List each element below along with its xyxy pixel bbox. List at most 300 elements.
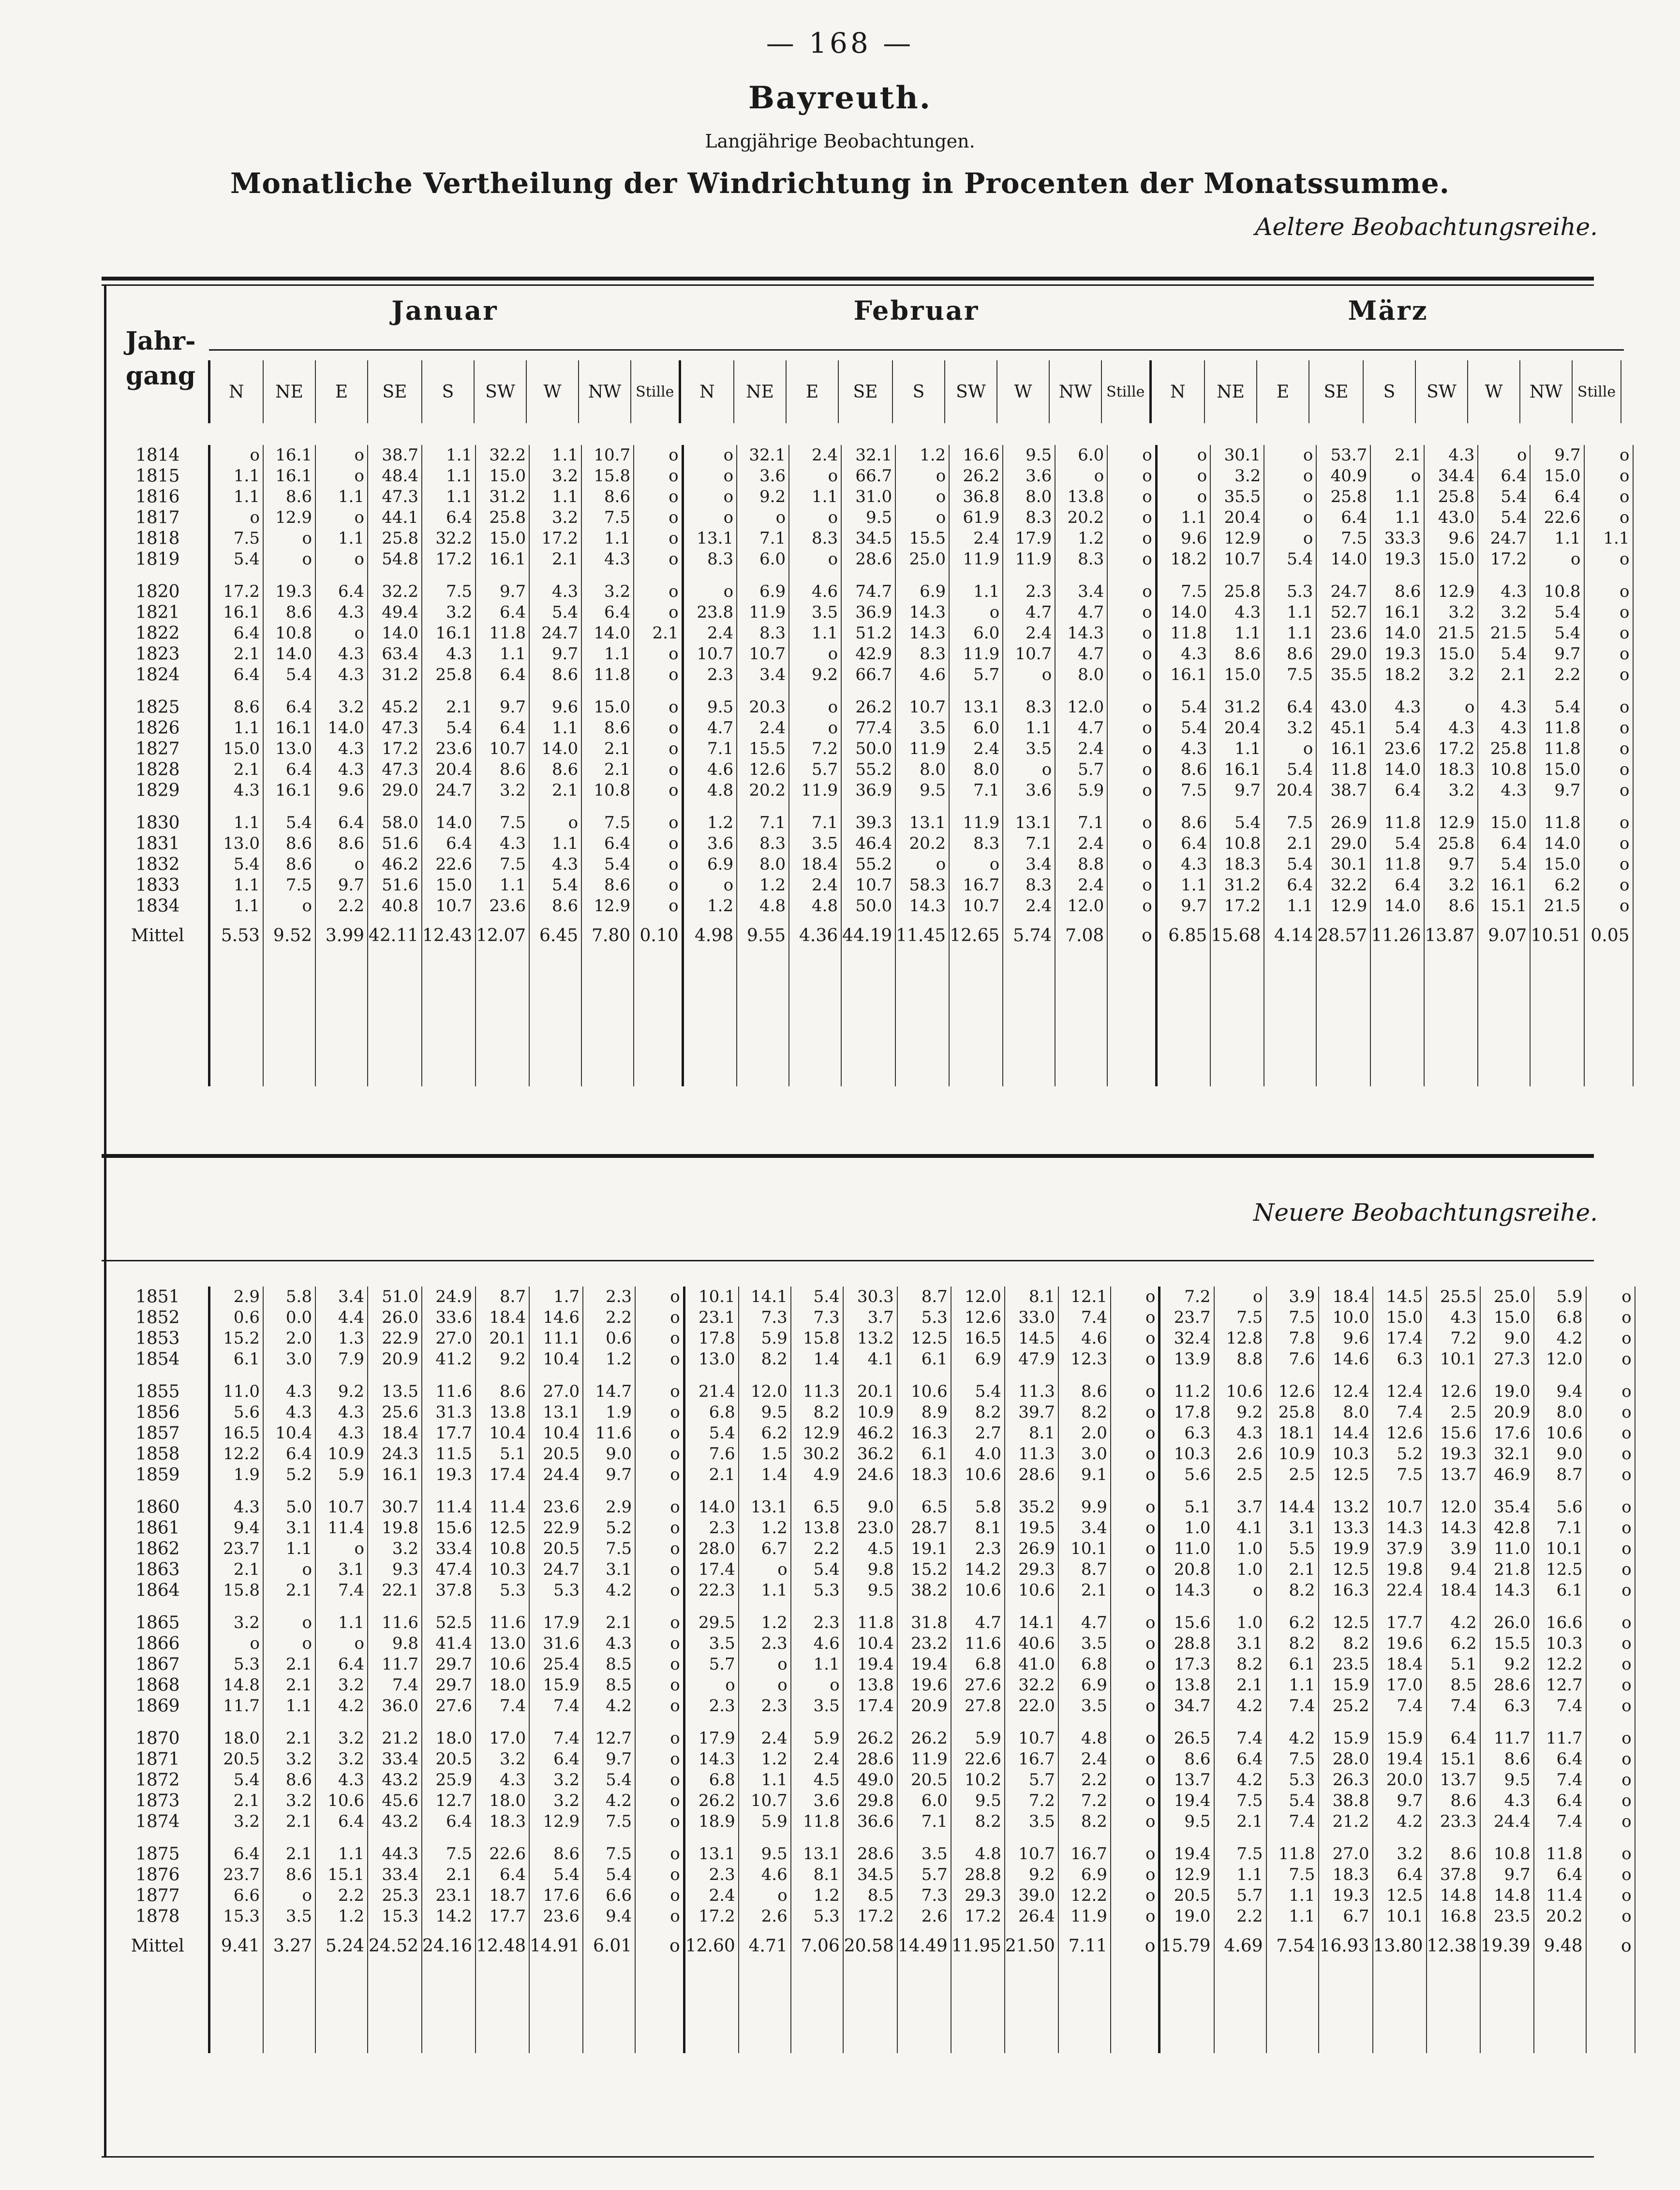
table-row <box>107 854 1633 875</box>
value-cell-mar-ne: 1.1 <box>1214 1864 1266 1885</box>
value-cell-jan-w: 24.4 <box>529 1465 583 1485</box>
value-cell-jan-se: 13.5 <box>368 1370 422 1402</box>
value-cell-feb-nw: 7.11 <box>1058 1927 1111 1956</box>
value-cell-jan-se: 38.7 <box>368 445 422 466</box>
value-cell-jan-e: 6.4 <box>315 1811 368 1832</box>
value-cell-jan-s: 12.7 <box>422 1790 476 1811</box>
value-cell-jan-ne: 16.1 <box>263 718 315 739</box>
value-cell-feb-w: 5.7 <box>1005 1770 1058 1790</box>
value-cell-mar-sw: 19.3 <box>1427 1444 1480 1465</box>
table-row <box>107 1287 1635 1307</box>
value-cell-jan-stille: o <box>634 602 683 623</box>
value-cell-jan-n: o <box>209 507 263 528</box>
value-cell-feb-n: 10.7 <box>683 644 737 665</box>
value-cell-feb-se: 17.2 <box>843 1906 897 1927</box>
value-cell-jan-sw: 17.4 <box>476 1465 529 1485</box>
value-cell-feb-stille: o <box>1111 1349 1160 1370</box>
value-cell-mar-s: 37.9 <box>1373 1539 1427 1559</box>
value-cell-feb-s: 4.6 <box>895 665 949 685</box>
value-cell-feb-stille: o <box>1107 528 1156 549</box>
value-cell-feb-ne: 2.3 <box>739 1633 791 1654</box>
value-cell-mar-se: 28.0 <box>1319 1749 1373 1770</box>
value-cell-feb-s: 5.7 <box>897 1864 951 1885</box>
value-cell-mar-nw: 7.4 <box>1534 1811 1586 1832</box>
value-cell-jan-se: 26.0 <box>368 1307 422 1328</box>
value-cell-jan-e: 1.2 <box>315 1906 368 1927</box>
value-cell-mar-se: 26.9 <box>1316 801 1370 833</box>
value-cell-feb-e: o <box>789 685 841 718</box>
year-cell: 1820 <box>107 570 209 602</box>
value-cell-feb-ne: 7.1 <box>737 528 789 549</box>
value-cell-mar-n: o <box>1156 487 1210 507</box>
value-cell-mar-s: 8.6 <box>1370 570 1424 602</box>
value-cell-feb-n: 2.3 <box>684 1696 739 1716</box>
value-cell-feb-sw: 27.6 <box>951 1675 1005 1696</box>
value-cell-mar-stille: o <box>1584 487 1633 507</box>
value-cell-jan-se: 14.0 <box>368 623 422 644</box>
value-cell-feb-sw: 61.9 <box>949 507 1003 528</box>
value-cell-mar-s: 15.9 <box>1373 1716 1427 1749</box>
value-cell-feb-sw: 11.9 <box>949 644 1003 665</box>
value-cell-feb-w: 8.1 <box>1005 1423 1058 1444</box>
value-cell-jan-nw: 4.2 <box>583 1580 635 1601</box>
value-cell-feb-sw: 14.2 <box>951 1559 1005 1580</box>
value-cell-jan-sw: 25.8 <box>476 507 529 528</box>
value-cell-feb-n: o <box>683 466 737 487</box>
value-cell-mar-w: 14.3 <box>1480 1580 1534 1601</box>
value-cell-feb-w: 17.9 <box>1003 528 1055 549</box>
value-cell-mar-e: o <box>1264 445 1316 466</box>
value-cell-feb-e: 11.9 <box>789 780 841 801</box>
direction-header-januar-s: S <box>422 360 474 423</box>
value-cell-feb-s: 6.9 <box>895 570 949 602</box>
value-cell-feb-n: 5.7 <box>684 1654 739 1675</box>
value-cell-feb-nw: 4.7 <box>1055 718 1107 739</box>
value-cell-jan-ne: 8.6 <box>263 602 315 623</box>
value-cell-feb-ne: 1.2 <box>739 1749 791 1770</box>
value-cell-jan-w: 7.4 <box>529 1696 583 1716</box>
value-cell-feb-w: 8.1 <box>1005 1287 1058 1307</box>
value-cell-jan-nw: 1.9 <box>583 1402 635 1423</box>
value-cell-jan-stille: o <box>634 780 683 801</box>
value-cell-mar-nw: 11.4 <box>1534 1885 1586 1906</box>
value-cell-jan-se: 54.8 <box>368 549 422 570</box>
value-cell-feb-e: o <box>789 644 841 665</box>
value-cell-mar-e: 5.3 <box>1264 570 1316 602</box>
value-cell-jan-ne: o <box>263 1885 315 1906</box>
value-cell-mar-se: 10.3 <box>1319 1444 1373 1465</box>
value-cell-feb-sw: 6.8 <box>951 1654 1005 1675</box>
value-cell-mar-s: 22.4 <box>1373 1580 1427 1601</box>
value-cell-feb-w: 16.7 <box>1005 1749 1058 1770</box>
value-cell-mar-n: 11.2 <box>1160 1370 1214 1402</box>
direction-header-maerz-e: E <box>1257 360 1309 423</box>
value-cell-mar-w: 5.4 <box>1478 507 1530 528</box>
value-cell-feb-ne: 9.5 <box>739 1402 791 1423</box>
value-cell-mar-ne: 15.68 <box>1210 917 1264 946</box>
value-cell-jan-sw: 15.0 <box>476 466 529 487</box>
value-cell-feb-nw: 6.9 <box>1058 1864 1111 1885</box>
value-cell-jan-stille: o <box>635 1906 684 1927</box>
value-cell-feb-e: 11.3 <box>791 1370 843 1402</box>
year-cell: 1853 <box>107 1328 209 1349</box>
value-cell-jan-nw: 11.8 <box>581 665 634 685</box>
value-cell-feb-e: 3.5 <box>791 1696 843 1716</box>
value-cell-feb-stille: o <box>1107 665 1156 685</box>
value-cell-feb-w: 10.7 <box>1003 644 1055 665</box>
direction-header-februar-ne: NE <box>734 360 786 423</box>
value-cell-feb-ne: 7.3 <box>739 1307 791 1328</box>
value-cell-mar-nw: 5.6 <box>1534 1485 1586 1518</box>
direction-header-februar-e: E <box>786 360 838 423</box>
value-cell-jan-sw: 10.4 <box>476 1423 529 1444</box>
value-cell-mar-stille: o <box>1586 1832 1635 1864</box>
value-cell-feb-stille: o <box>1107 780 1156 801</box>
value-cell-feb-ne: 15.5 <box>737 739 789 759</box>
year-cell: 1875 <box>107 1832 209 1864</box>
value-cell-feb-sw: 8.3 <box>949 833 1003 854</box>
value-cell-mar-stille: o <box>1584 623 1633 644</box>
value-cell-mar-n: 8.6 <box>1156 759 1210 780</box>
table-row <box>107 623 1633 644</box>
value-cell-feb-se: 13.8 <box>843 1675 897 1696</box>
value-cell-jan-sw: 18.4 <box>476 1307 529 1328</box>
value-cell-mar-ne: 8.8 <box>1214 1349 1266 1370</box>
value-cell-mar-n: 7.2 <box>1160 1287 1214 1307</box>
value-cell-mar-n: 5.4 <box>1156 685 1210 718</box>
value-cell-feb-n: o <box>683 875 737 896</box>
value-cell-feb-w: 19.5 <box>1005 1518 1058 1539</box>
value-cell-mar-se: 35.5 <box>1316 665 1370 685</box>
value-cell-jan-n: 1.9 <box>209 1465 263 1485</box>
value-cell-feb-nw: 2.2 <box>1058 1770 1111 1790</box>
value-cell-feb-s: 6.1 <box>897 1349 951 1370</box>
value-cell-mar-w: 25.8 <box>1478 739 1530 759</box>
value-cell-mar-w: 4.3 <box>1478 780 1530 801</box>
value-cell-mar-ne: 6.4 <box>1214 1749 1266 1770</box>
value-cell-mar-n: 15.6 <box>1160 1601 1214 1633</box>
value-cell-jan-stille: o <box>635 1465 684 1485</box>
value-cell-feb-stille: o <box>1107 445 1156 466</box>
value-cell-jan-stille: o <box>635 1749 684 1770</box>
value-cell-feb-stille: o <box>1107 739 1156 759</box>
value-cell-jan-nw: 1.2 <box>583 1349 635 1370</box>
value-cell-feb-w: 5.74 <box>1003 917 1055 946</box>
direction-header-januar-nw: NW <box>579 360 631 423</box>
filler-row <box>107 946 1633 1086</box>
value-cell-jan-e: 5.24 <box>315 1927 368 1956</box>
value-cell-mar-s: 5.2 <box>1373 1444 1427 1465</box>
value-cell-jan-stille: o <box>635 1539 684 1559</box>
value-cell-mar-nw: 4.2 <box>1534 1328 1586 1349</box>
year-cell: 1822 <box>107 623 209 644</box>
value-cell-feb-stille: o <box>1111 1601 1160 1633</box>
value-cell-jan-ne: 2.1 <box>263 1811 315 1832</box>
year-cell: 1830 <box>107 801 209 833</box>
value-cell-feb-nw: 12.3 <box>1058 1349 1111 1370</box>
value-cell-mar-w: 4.3 <box>1478 570 1530 602</box>
table-row <box>107 1518 1635 1539</box>
value-cell-mar-e: 7.8 <box>1266 1328 1319 1349</box>
value-cell-mar-nw: 8.0 <box>1534 1402 1586 1423</box>
value-cell-jan-w: 2.1 <box>529 780 581 801</box>
value-cell-mar-nw: 12.0 <box>1534 1349 1586 1370</box>
value-cell-mar-n: 6.4 <box>1156 833 1210 854</box>
table-row <box>107 1559 1635 1580</box>
value-cell-mar-stille: o <box>1584 718 1633 739</box>
value-cell-jan-nw: 5.4 <box>581 854 634 875</box>
value-cell-mar-w: 20.9 <box>1480 1402 1534 1423</box>
value-cell-jan-e: 3.2 <box>315 1675 368 1696</box>
value-cell-feb-n: 22.3 <box>684 1580 739 1601</box>
value-cell-mar-sw: 13.87 <box>1424 917 1478 946</box>
table-row <box>107 1349 1635 1370</box>
value-cell-jan-ne: 14.0 <box>263 644 315 665</box>
value-cell-feb-stille: o <box>1111 1485 1160 1518</box>
value-cell-feb-w: 7.1 <box>1003 833 1055 854</box>
value-cell-jan-ne: o <box>263 896 315 917</box>
value-cell-jan-sw: 22.6 <box>476 1832 529 1864</box>
value-cell-jan-ne: 2.1 <box>263 1580 315 1601</box>
value-cell-jan-w: 8.6 <box>529 1832 583 1864</box>
table-row <box>107 1770 1635 1790</box>
table-row <box>107 896 1633 917</box>
value-cell-mar-s: 15.0 <box>1373 1307 1427 1328</box>
value-cell-mar-ne: 4.2 <box>1214 1696 1266 1716</box>
value-cell-mar-se: 32.2 <box>1316 875 1370 896</box>
value-cell-feb-se: 44.19 <box>841 917 895 946</box>
value-cell-jan-sw: 5.3 <box>476 1580 529 1601</box>
value-cell-mar-s: 17.0 <box>1373 1675 1427 1696</box>
value-cell-feb-nw: 8.3 <box>1055 549 1107 570</box>
direction-header-januar-e: E <box>315 360 368 423</box>
value-cell-feb-stille: o <box>1107 917 1156 946</box>
value-cell-feb-nw: 9.1 <box>1058 1465 1111 1485</box>
table-row <box>107 1402 1635 1423</box>
value-cell-jan-se: 33.4 <box>368 1864 422 1885</box>
value-cell-feb-stille: o <box>1111 1518 1160 1539</box>
value-cell-mar-nw: 9.7 <box>1530 445 1584 466</box>
value-cell-jan-s: 14.2 <box>422 1906 476 1927</box>
value-cell-mar-e: 7.4 <box>1266 1811 1319 1832</box>
value-cell-feb-s: 6.0 <box>897 1790 951 1811</box>
value-cell-feb-s: 11.9 <box>895 739 949 759</box>
value-cell-mar-e: 4.14 <box>1264 917 1316 946</box>
value-cell-jan-nw: 10.8 <box>581 780 634 801</box>
value-cell-mar-stille: o <box>1586 1906 1635 1927</box>
value-cell-feb-sw: 6.0 <box>949 623 1003 644</box>
value-cell-feb-ne: 8.3 <box>737 833 789 854</box>
value-cell-feb-ne: 8.2 <box>739 1349 791 1370</box>
value-cell-jan-nw: 12.7 <box>583 1716 635 1749</box>
subtitle: Langjährige Beobachtungen. <box>705 131 975 152</box>
value-cell-mar-n: 8.6 <box>1156 801 1210 833</box>
value-cell-mar-w: 4.3 <box>1478 685 1530 718</box>
value-cell-mar-sw: o <box>1424 685 1478 718</box>
value-cell-mar-sw: 4.3 <box>1424 718 1478 739</box>
value-cell-mar-e: 3.1 <box>1266 1518 1319 1539</box>
filler-row <box>107 1956 1635 2053</box>
value-cell-jan-sw: 11.4 <box>476 1485 529 1518</box>
value-cell-jan-ne: 6.4 <box>263 685 315 718</box>
direction-header-maerz-sw: SW <box>1415 360 1468 423</box>
value-cell-jan-n: 5.4 <box>209 1770 263 1790</box>
value-cell-feb-e: o <box>789 507 841 528</box>
value-cell-mar-s: 13.80 <box>1373 1927 1427 1956</box>
value-cell-mar-e: 1.1 <box>1264 623 1316 644</box>
value-cell-feb-sw: 16.5 <box>951 1328 1005 1349</box>
value-cell-mar-stille: o <box>1586 1444 1635 1465</box>
value-cell-feb-se: 4.5 <box>843 1539 897 1559</box>
value-cell-feb-sw: 11.9 <box>949 549 1003 570</box>
new-series-table <box>107 1287 1635 2053</box>
value-cell-jan-ne: 3.2 <box>263 1749 315 1770</box>
value-cell-mar-n: 28.8 <box>1160 1633 1214 1654</box>
value-cell-feb-s: 23.2 <box>897 1633 951 1654</box>
value-cell-feb-ne: o <box>739 1885 791 1906</box>
value-cell-feb-se: 55.2 <box>841 759 895 780</box>
value-cell-mar-ne: 7.5 <box>1214 1307 1266 1328</box>
value-cell-mar-ne: 20.4 <box>1210 507 1264 528</box>
value-cell-feb-sw: 6.9 <box>951 1349 1005 1370</box>
value-cell-mar-e: 7.5 <box>1266 1307 1319 1328</box>
value-cell-mar-s: 10.1 <box>1373 1906 1427 1927</box>
value-cell-feb-ne: 1.4 <box>739 1465 791 1485</box>
value-cell-jan-e: o <box>315 507 368 528</box>
value-cell-jan-sw: 10.6 <box>476 1654 529 1675</box>
value-cell-jan-sw: 7.5 <box>476 854 529 875</box>
value-cell-feb-stille: o <box>1111 1675 1160 1696</box>
value-cell-mar-nw: 7.4 <box>1534 1696 1586 1716</box>
value-cell-jan-nw: 0.6 <box>583 1328 635 1349</box>
value-cell-jan-w: 5.4 <box>529 602 581 623</box>
value-cell-jan-w: 23.6 <box>529 1485 583 1518</box>
value-cell-jan-w: 15.9 <box>529 1675 583 1696</box>
value-cell-jan-e: 1.1 <box>315 487 368 507</box>
value-cell-mar-w: 24.4 <box>1480 1811 1534 1832</box>
value-cell-feb-e: 3.6 <box>791 1790 843 1811</box>
value-cell-mar-n: 20.8 <box>1160 1559 1214 1580</box>
city-title: Bayreuth. <box>748 80 932 116</box>
value-cell-mar-e: 5.5 <box>1266 1539 1319 1559</box>
value-cell-jan-s: 33.6 <box>422 1307 476 1328</box>
value-cell-mar-ne: 4.3 <box>1210 602 1264 623</box>
value-cell-jan-e: 4.3 <box>315 644 368 665</box>
value-cell-feb-nw: 12.1 <box>1058 1287 1111 1307</box>
value-cell-mar-w: 15.5 <box>1480 1633 1534 1654</box>
value-cell-mar-sw: 25.5 <box>1427 1287 1480 1307</box>
value-cell-mar-se: 12.5 <box>1319 1601 1373 1633</box>
value-cell-mar-s: 12.5 <box>1373 1885 1427 1906</box>
value-cell-feb-s: 15.2 <box>897 1559 951 1580</box>
value-cell-jan-w: 9.6 <box>529 685 581 718</box>
value-cell-mar-w: 28.6 <box>1480 1675 1534 1696</box>
value-cell-jan-s: 15.6 <box>422 1518 476 1539</box>
value-cell-feb-sw: 8.2 <box>951 1811 1005 1832</box>
value-cell-jan-w: 6.4 <box>529 1749 583 1770</box>
value-cell-jan-e: 9.7 <box>315 875 368 896</box>
value-cell-mar-e: 1.1 <box>1266 1885 1319 1906</box>
year-cell: 1824 <box>107 665 209 685</box>
value-cell-mar-n: 7.5 <box>1156 780 1210 801</box>
value-cell-feb-w: 41.0 <box>1005 1654 1058 1675</box>
value-cell-jan-nw: 1.1 <box>581 644 634 665</box>
value-cell-mar-stille: o <box>1586 1287 1635 1307</box>
value-cell-mar-n: 19.4 <box>1160 1790 1214 1811</box>
value-cell-feb-nw: 8.8 <box>1055 854 1107 875</box>
value-cell-feb-se: 55.2 <box>841 854 895 875</box>
value-cell-mar-se: 19.3 <box>1319 1885 1373 1906</box>
value-cell-mar-w: 24.7 <box>1478 528 1530 549</box>
value-cell-jan-e: 4.3 <box>315 1423 368 1444</box>
value-cell-mar-nw: 12.2 <box>1534 1654 1586 1675</box>
table-row <box>107 1307 1635 1328</box>
value-cell-feb-w: 13.1 <box>1003 801 1055 833</box>
value-cell-feb-ne: 4.6 <box>739 1864 791 1885</box>
value-cell-jan-nw: 2.9 <box>583 1485 635 1518</box>
value-cell-mar-sw: 15.0 <box>1424 549 1478 570</box>
value-cell-jan-se: 9.8 <box>368 1633 422 1654</box>
value-cell-mar-sw: 15.0 <box>1424 644 1478 665</box>
value-cell-feb-stille: o <box>1111 1580 1160 1601</box>
value-cell-feb-sw: 13.1 <box>949 685 1003 718</box>
value-cell-jan-sw: 8.6 <box>476 759 529 780</box>
value-cell-mar-w: 2.1 <box>1478 665 1530 685</box>
table-row <box>107 1675 1635 1696</box>
value-cell-feb-sw: 11.6 <box>951 1633 1005 1654</box>
value-cell-feb-nw: 4.8 <box>1058 1716 1111 1749</box>
value-cell-feb-sw: 5.9 <box>951 1716 1005 1749</box>
value-cell-feb-w: 8.3 <box>1003 685 1055 718</box>
value-cell-feb-sw: 5.4 <box>951 1370 1005 1402</box>
value-cell-feb-stille: o <box>1111 1790 1160 1811</box>
value-cell-feb-e: 11.8 <box>791 1811 843 1832</box>
value-cell-jan-sw: 9.2 <box>476 1349 529 1370</box>
value-cell-mar-w: 19.0 <box>1480 1370 1534 1402</box>
value-cell-mar-stille: o <box>1586 1811 1635 1832</box>
value-cell-jan-nw: 7.5 <box>581 507 634 528</box>
value-cell-jan-nw: 8.5 <box>583 1654 635 1675</box>
value-cell-mar-n: 13.7 <box>1160 1770 1214 1790</box>
value-cell-mar-nw: 21.5 <box>1530 896 1584 917</box>
value-cell-jan-s: 23.1 <box>422 1885 476 1906</box>
table-row <box>107 1864 1635 1885</box>
value-cell-feb-se: 10.4 <box>843 1633 897 1654</box>
value-cell-mar-sw: 13.7 <box>1427 1770 1480 1790</box>
value-cell-feb-nw: 7.4 <box>1058 1307 1111 1328</box>
table-row <box>107 1465 1635 1485</box>
value-cell-jan-se: 17.2 <box>368 739 422 759</box>
value-cell-jan-w: 9.7 <box>529 644 581 665</box>
value-cell-jan-w: 3.2 <box>529 1790 583 1811</box>
value-cell-jan-s: 24.7 <box>422 780 476 801</box>
value-cell-jan-e: 3.4 <box>315 1287 368 1307</box>
value-cell-mar-w: 9.07 <box>1478 917 1530 946</box>
value-cell-mar-nw: 1.1 <box>1530 528 1584 549</box>
value-cell-feb-se: 77.4 <box>841 718 895 739</box>
value-cell-jan-s: 17.7 <box>422 1423 476 1444</box>
table-row <box>107 1580 1635 1601</box>
value-cell-feb-e: 2.2 <box>791 1539 843 1559</box>
value-cell-mar-sw: 7.4 <box>1427 1696 1480 1716</box>
value-cell-jan-e: 2.2 <box>315 896 368 917</box>
value-cell-feb-e: 8.2 <box>791 1402 843 1423</box>
value-cell-mar-w: 46.9 <box>1480 1465 1534 1485</box>
value-cell-feb-ne: 8.0 <box>737 854 789 875</box>
value-cell-feb-stille: o <box>1111 1770 1160 1790</box>
value-cell-feb-s: 13.1 <box>895 801 949 833</box>
value-cell-mar-se: 25.2 <box>1319 1696 1373 1716</box>
